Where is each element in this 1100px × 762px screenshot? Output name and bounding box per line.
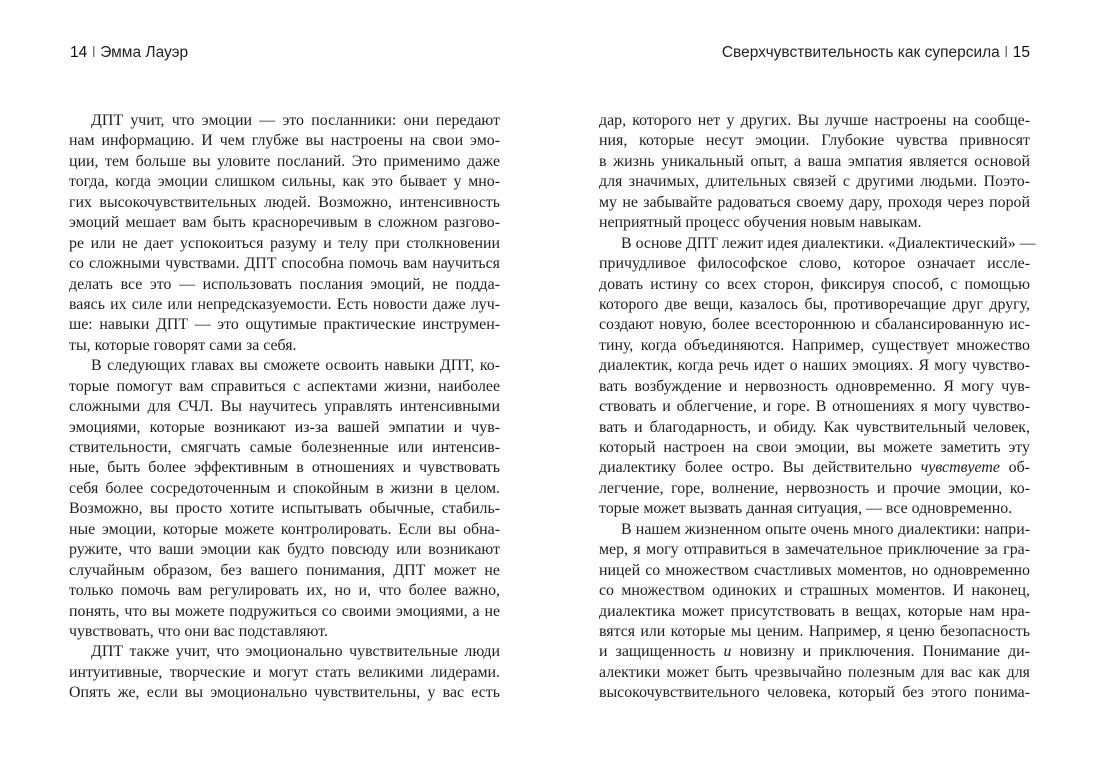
text-line: вятся или которые мы ценим. Например, я ценю безопасность — [599, 622, 1030, 640]
text-line: вать возбуждение и нервозность одновременно. Я могу чув- — [599, 377, 1030, 395]
left-head-separator: I — [91, 44, 96, 61]
text-line: ре или не дает успокоиться разуму и телу при столкновении — [69, 234, 500, 252]
text-line: ции, тем больше вы уловите посланий. Это применимо даже — [69, 152, 500, 170]
right-page-number: 15 — [1012, 44, 1030, 61]
text-segment: диалектику более остро. Вы действительно — [599, 459, 912, 477]
text-line: случайным образом, без вашего понимания, ДПТ может не — [69, 561, 500, 579]
text-line: ДПТ учит, что эмоции — это посланники: они передают — [91, 112, 500, 129]
text-line: со сложными чувствами. ДПТ способна помочь вам научиться — [69, 255, 500, 273]
text-line: торые может вызвать данная ситуация, — все одновременно. — [599, 500, 1013, 518]
text-segment: об- — [1008, 459, 1030, 477]
right-page-body — [599, 111, 1036, 704]
text-line: причудливое философское слово, которое означает иссле- — [599, 255, 1030, 273]
text-line: вать и благодарность, и обиду. Как чувствительный человек, — [599, 418, 1030, 436]
text-line: ния, которые несут эмоции. Глубокие чувства привносят — [599, 132, 1030, 150]
text-line: му не забывайте радоваться своему дару, проходя через порой — [599, 193, 1030, 211]
text-line: гих высокочувствительных людей. Возможно, интенсивность — [69, 193, 500, 211]
right-head-separator: I — [1004, 44, 1009, 61]
text-line: ваясь их силе или непредсказуемости. Есть новости даже луч- — [69, 295, 500, 313]
text-line: ше: навыки ДПТ — это ощутимые практические инструмен- — [69, 316, 500, 334]
text-line — [599, 458, 1030, 478]
text-line: довать истину со всех сторон, фиксируя способ, с помощью — [599, 275, 1030, 293]
text-line: ДПТ также учит, что эмоционально чувствительные люди — [91, 643, 500, 661]
text-line: понять, что вы можете подружиться со своими эмоциями, а не — [69, 602, 500, 620]
text-line: эмоций мешает вам быть красноречивым в сложном разгово- — [69, 214, 500, 232]
text-line: только помочь вам регулировать их, но и, что более важно, — [69, 582, 500, 600]
text-segment: новизну и приключения. Понимание ди- — [739, 643, 1030, 661]
emphasis-text: чувствуете — [920, 459, 1000, 477]
left-page-body — [69, 111, 500, 704]
text-line: ружите, что ваши эмоции как будто повсюду или возникают — [69, 541, 500, 559]
text-segment: и защищенность — [599, 643, 716, 661]
text-line: ные, быть более эффективным в отношениях и чувствовать — [69, 459, 500, 477]
text-line: ты, которые говорят сами за себя. — [69, 336, 297, 354]
text-line: со множеством одиноких и страшных моментов. И наконец, — [599, 582, 1030, 600]
right-head-title: Сверхчувствительность как суперсила — [721, 44, 1000, 61]
text-line: ные эмоции, которые можете контролировать. Если вы обна- — [69, 520, 500, 538]
text-line: диалектик, когда речь идет о наших эмоциях. Я могу чувство- — [599, 357, 1030, 375]
text-line: эмоциями, которые возникают из-за вашей эмпатии и чув- — [69, 418, 500, 436]
text-line: Возможно, вы просто хотите испытывать обычные, стабиль- — [69, 500, 500, 518]
text-line: В нашем жизненном опыте очень много диалектики: напри- — [621, 520, 1030, 538]
text-line: который настроен на свои эмоции, вы можете заметить эту — [599, 439, 1030, 456]
text-line: Опять же, если вы эмоционально чувствительны, у вас есть — [69, 684, 500, 702]
text-line: ствительности, смягчать самые болезненные или интенсив- — [69, 439, 500, 456]
text-line: диалектика может присутствовать в вещах, которые нам нра- — [599, 602, 1030, 620]
text-line: дар, которого нет у других. Вы лучше настроены на сообще- — [599, 112, 1030, 129]
text-line: В следующих главах вы сможете освоить навыки ДПТ, ко- — [91, 357, 500, 375]
text-line: легчение, горе, волнение, нервозность и прочие эмоции, ко- — [599, 479, 1030, 497]
text-line: высокочувствительного человека, который без этого понима- — [599, 684, 1030, 702]
text-line: которого две вещи, казалось бы, противоречащие друг другу, — [599, 295, 1030, 313]
left-head-title: Эмма Лауэр — [100, 44, 189, 61]
left-running-head — [70, 44, 188, 62]
text-line: алектики может быть чрезвычайно полезным для вас как для — [599, 663, 1030, 681]
text-line: для значимых, длительных связей с другими людьми. Поэто- — [599, 173, 1030, 191]
right-running-head — [722, 44, 1030, 62]
text-line: ствовать и облегчение, и горе. В отношениях я могу чувство- — [599, 398, 1030, 416]
emphasis-text: и — [723, 643, 732, 661]
text-line: себя более сосредоточенным и спокойным в жизни в целом. — [69, 479, 500, 497]
left-page-number: 14 — [70, 44, 88, 61]
text-line: делать все это — использовать послания эмоций, не подда- — [69, 275, 500, 293]
text-line: ницей со множеством счастливых моментов, но одновременно — [599, 561, 1030, 579]
text-line: торые помогут вам справиться с аспектами жизни, наиболее — [69, 377, 500, 395]
text-line: нам информацию. И чем глубже вы настроены на свои эмо- — [69, 132, 500, 150]
text-line: в жизнь уникальный опыт, а ваша эмпатия является основой — [599, 152, 1030, 170]
text-line: интуитивные, творческие и могут стать великими лидерами. — [69, 663, 500, 681]
text-line: чувствовать, что они вас подставляют. — [69, 622, 328, 640]
text-line: тогда, когда эмоции слишком сильны, как это бывает у мно- — [69, 173, 500, 191]
text-line: сложными для СЧЛ. Вы научитесь управлять интенсивными — [69, 398, 500, 416]
text-line: создают новую, более всестороннюю и сбалансированную ис- — [599, 316, 1030, 334]
text-line: неприятный процесс обучения новым навыкам. — [599, 214, 922, 232]
text-line: тину, когда объединяются. Например, существует множество — [599, 336, 1030, 354]
text-line: мер, я могу отправиться в замечательное приключение за гра- — [599, 541, 1030, 559]
text-line: В основе ДПТ лежит идея диалектики. «Диалектический» — — [621, 234, 1036, 252]
text-line — [599, 642, 1030, 662]
